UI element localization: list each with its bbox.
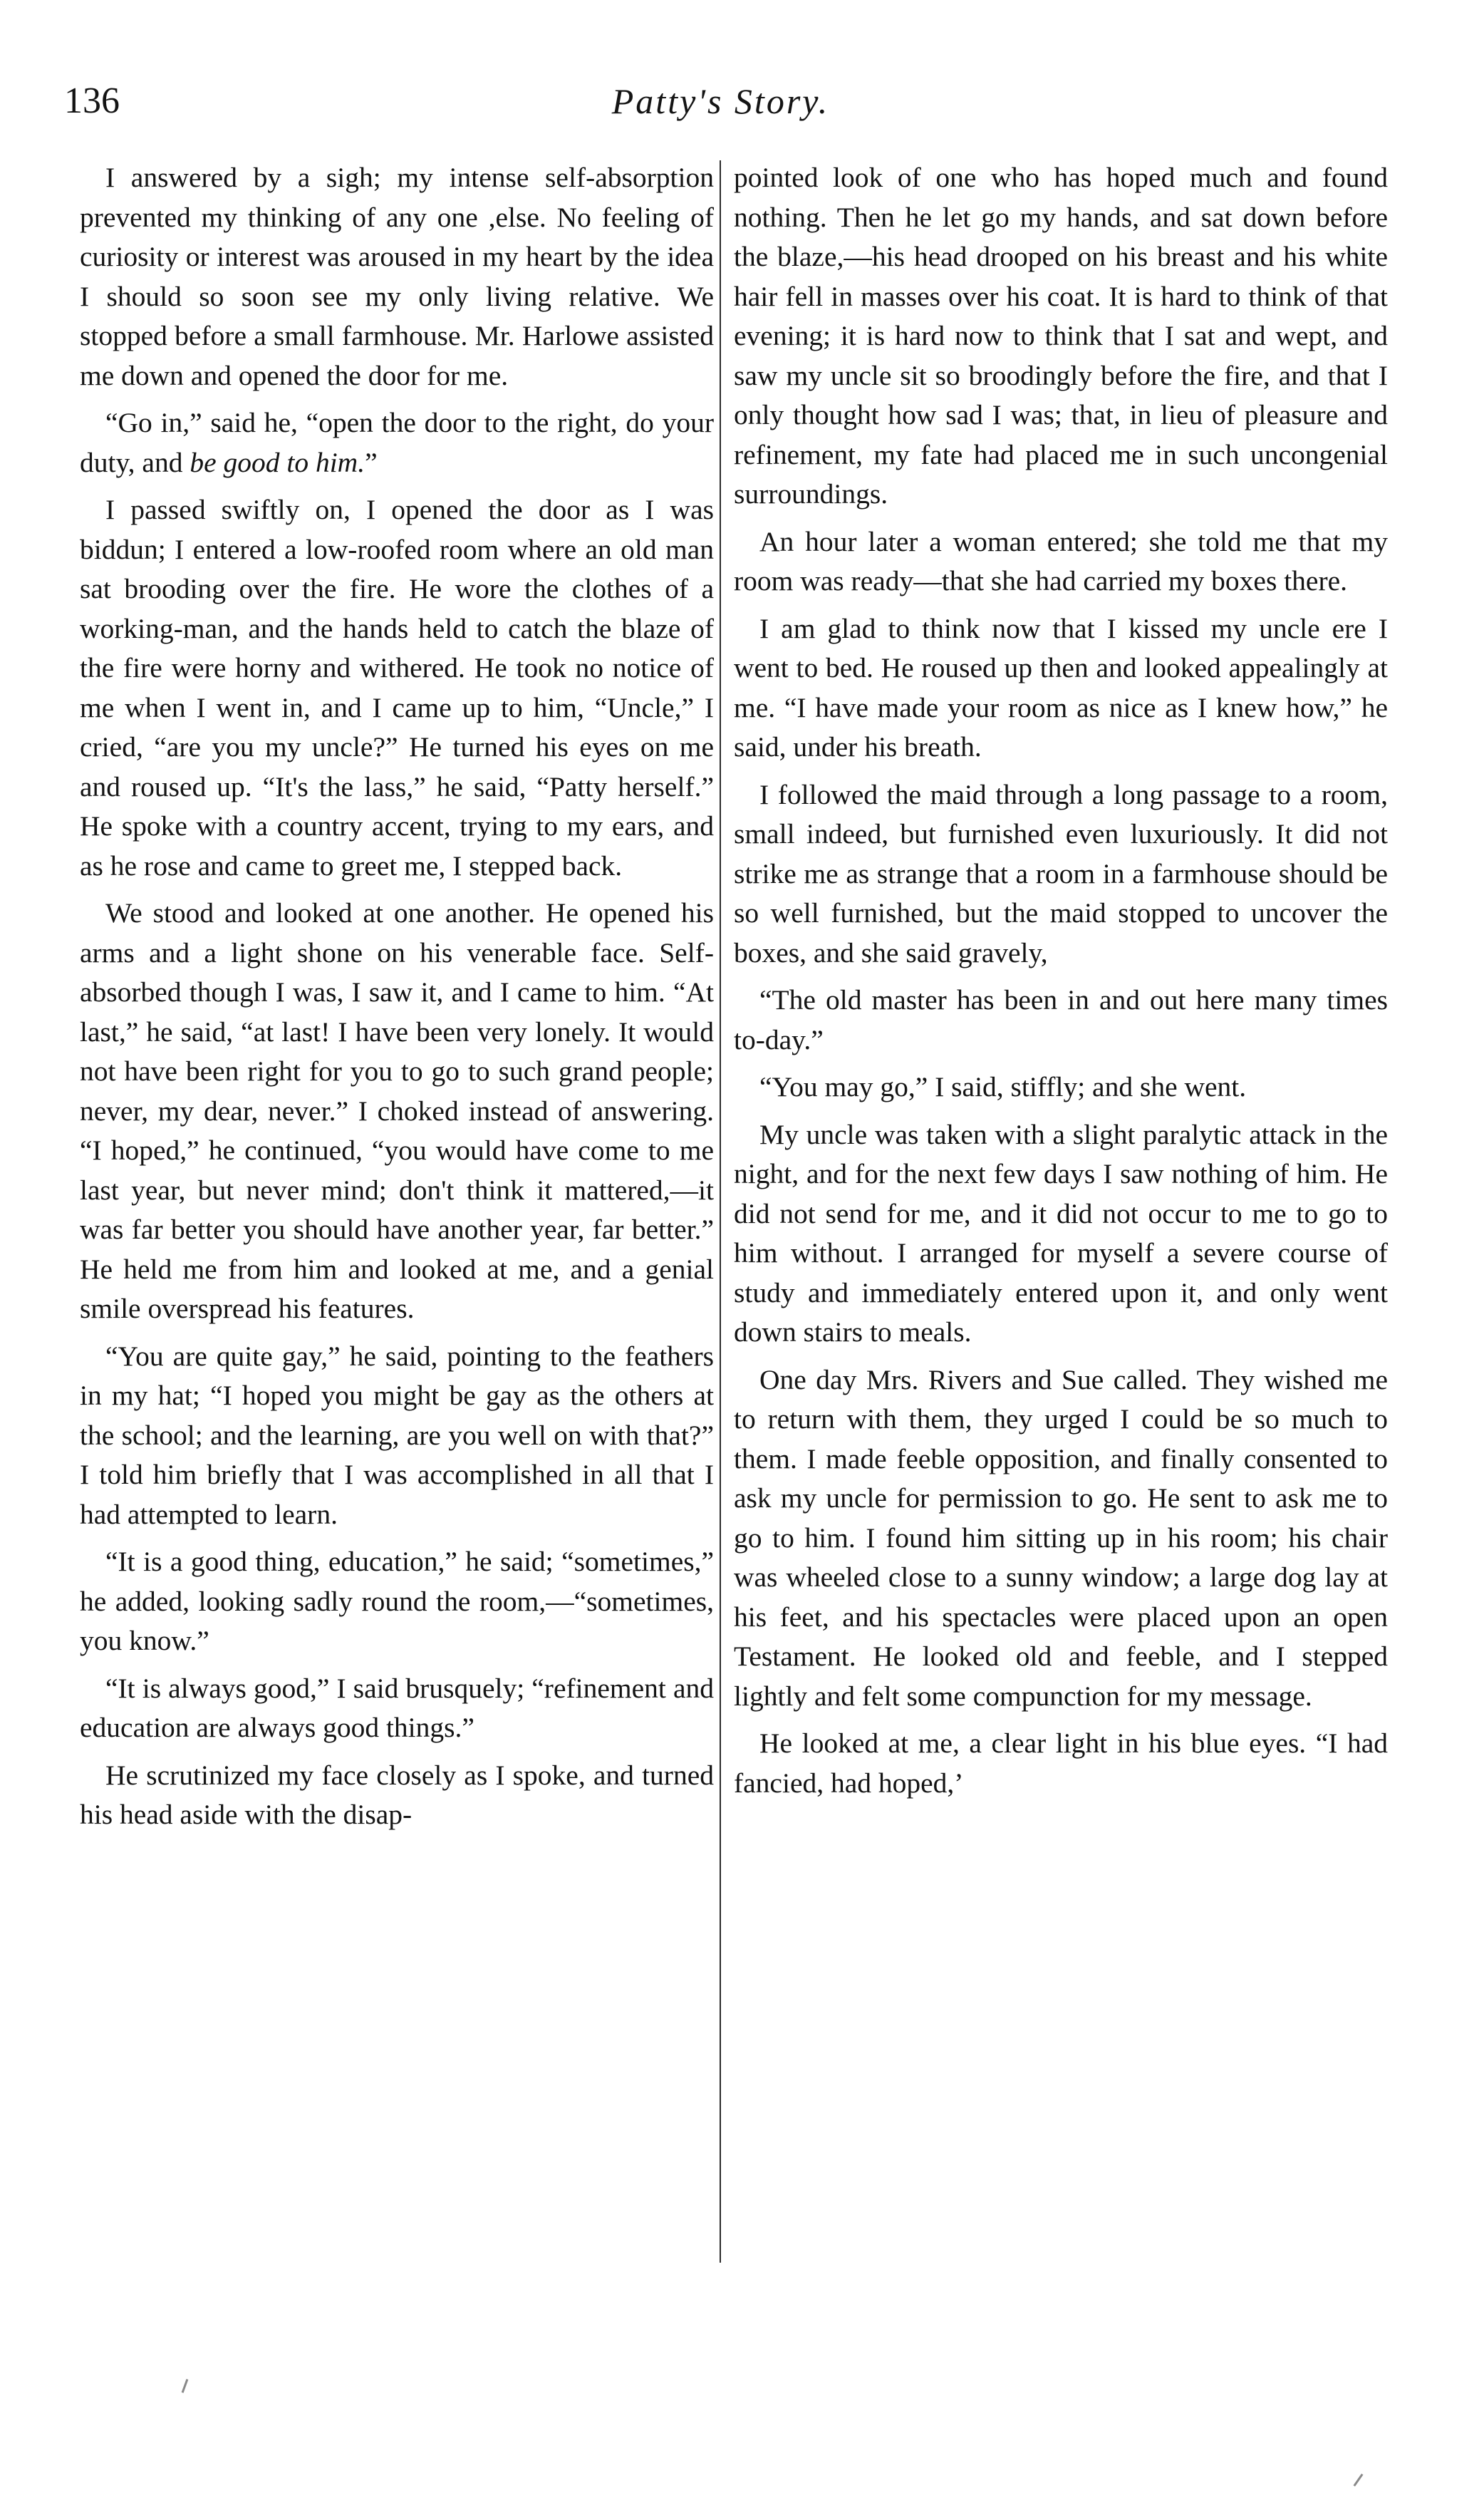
paragraph: My uncle was taken with a slight paralytic attack in the night, and for the next few days I saw nothing of him. He did not send for me, and it did not occur to me to go to him without. I arranged for myself a severe course of study and immediately entered upon it, and only went down stairs to meals. <box>734 1118 1388 1348</box>
paragraph: He scrutinized my face closely as I spoke, and turned his head aside with the disap- <box>80 1759 714 1830</box>
paragraph: I answered by a sigh; my intense self-absorption prevented my thinking of any one ,else. No feeling of curiosity or interest was aroused in my heart by the idea I should so soon see my only living relative. We stopped before a small farmhouse. Mr. Harlowe assisted me down and opened the door for me. <box>80 162 714 391</box>
paragraph: I passed swiftly on, I opened the door as I was biddun; I entered a low-roofed room where an old man sat brooding over the fire. He wore the clothes of a working-man, and the hands held to catch the blaze of the fire were horny and withered. He took no notice of me when I went in, and I came up to him, “Uncle,” I cried, “are you my uncle?” He turned his eyes on me and roused up. “It's the lass,” he said, “Patty herself.” He spoke with a country accent, trying to my ears, and as he rose and came to greet me, I stepped back. <box>80 494 714 882</box>
page-speck <box>182 2379 189 2393</box>
paragraph: “You may go,” I said, stiffly; and she went. <box>759 1071 1247 1102</box>
paragraph: pointed look of one who has hoped much and found nothing. Then he let go my hands, and sat down before the blaze,—his head drooped on his breast and his white hair fell in masses over his coat. It is hard to think of that evening; it is hard now to think that I sat and wept, and saw my uncle sit so broodingly before the fire, and that I only thought how sad I was; that, in lieu of pleasure and refinement, my fate had placed me in such uncongenial surroundings. <box>734 162 1388 510</box>
page-header <box>64 80 1377 137</box>
paragraph: “It is a good thing, education,” he said; “sometimes,” he added, looking sadly round the room,—“sometimes, you know.” <box>80 1546 714 1656</box>
italic-phrase: be good to him. <box>190 446 365 478</box>
closing-quote: ” <box>365 446 378 478</box>
paragraph: We stood and looked at one another. He opened his arms and a light shone on his venerable face. Self-absorbed though I was, I saw it, and I came to him. “At last,” he said, “at last! I have been very lonely. It would not have been right for you to go to such grand people; never, my dear, never.” I choked instead of answering. “I hoped,” he continued, “you would have come to me last year, but never mind; don't think it mattered,—it was far better you should have another year, far better.” He held me from him and looked at me, and a genial smile overspread his features. <box>80 897 714 1324</box>
paragraph: “You are quite gay,” he said, pointing to the feathers in my hat; “I hoped you might be gay as the others at the school; and the learning, are you well on with that?” I told him briefly that I was accomplished in all that I had attempted to learn. <box>80 1340 714 1530</box>
paragraph <box>80 403 714 482</box>
paragraph: He looked at me, a clear light in his blue eyes. “I had fancied, had hoped,’ <box>734 1727 1388 1799</box>
paragraph: I am glad to think now that I kissed my uncle ere I went to bed. He roused up then and looked appealingly at me. “I have made your room as nice as I knew how,” he said, under his breath. <box>734 612 1388 763</box>
left-column <box>80 158 714 2281</box>
page-speck <box>1354 2474 1364 2486</box>
paragraph: “It is always good,” I said brusquely; “refinement and education are always good things.” <box>80 1672 714 1743</box>
paragraph: An hour later a woman entered; she told me that my room was ready—that she had carried my boxes there. <box>734 525 1388 596</box>
right-column <box>734 158 1388 2281</box>
running-title: Patty's Story. <box>611 81 830 121</box>
paragraph: “The old master has been in and out here many times to-day.” <box>734 984 1388 1055</box>
column-divider <box>720 160 721 2263</box>
page-number: 136 <box>64 81 120 121</box>
paragraph: One day Mrs. Rivers and Sue called. They wished me to return with them, they urged I could be so much to them. I made feeble opposition, and finally consented to ask my uncle for permission to go. He sent to ask me to go to him. I found him sitting up in his room; his chair was wheeled close to a sunny window; a large dog lay at his feet, and his spectacles were placed upon an open Testament. He looked old and feeble, and I stepped lightly and felt some compunction for my message. <box>734 1363 1388 1712</box>
paragraph: I followed the maid through a long passage to a room, small indeed, but furnished even luxuriously. It did not strike me as strange that a room in a farmhouse should be so well furnished, but the maid stopped to uncover the boxes, and she said gravely, <box>734 778 1388 968</box>
paragraph-text: “Go in,” said he, “open the door to the right, do your duty, and <box>80 407 714 478</box>
